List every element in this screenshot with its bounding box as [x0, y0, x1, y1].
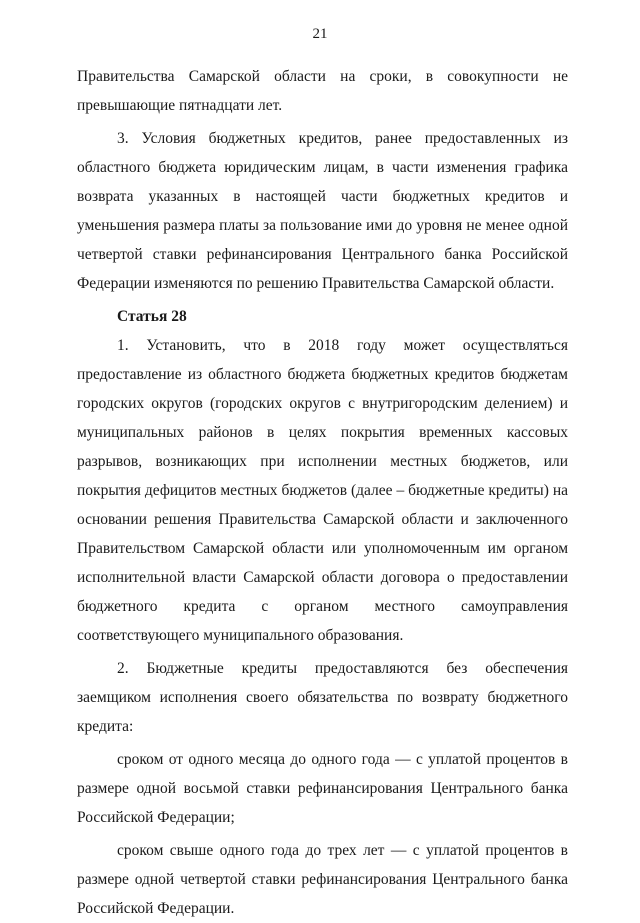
document-body	[77, 62, 568, 923]
page-number: 21	[312, 26, 328, 42]
paragraph-term-long: сроком свыше одного года до трех лет — с уплатой процентов в размере одной четвертой ставки рефинансирования Центрального банка Российской Федерации.	[77, 842, 568, 917]
paragraph-term-short: сроком от одного месяца до одного года — с уплатой процентов в размере одной восьмой ставки рефинансирования Центрального банка Российской Федерации;	[77, 751, 568, 826]
paragraph-item-1: 1. Установить, что в 2018 году может осуществляться предоставление из областного бюджета бюджетных кредитов бюджетам городских округов (городских округов с внутригородским делением) и муниципальных районов в целях покрытия временных кассовых разрывов, возникающих при исполнении местных бюджетов, или покрытия дефицитов местных бюджетов (далее – бюджетные кредиты) на основании решения Правительства Самарской области и заключенного Правительством Самарской области или уполномоченным им органом исполнительной власти Самарской области договора о предоставлении бюджетного кредита с органом местного самоуправления соответствующего муниципального образования.	[77, 337, 568, 644]
paragraph-item-2: 2. Бюджетные кредиты предоставляются без обеспечения заемщиком исполнения своего обязательства по возврату бюджетного кредита:	[77, 660, 568, 735]
paragraph-item-3: 3. Условия бюджетных кредитов, ранее предоставленных из областного бюджета юридическим лицам, в части изменения графика возврата указанных в настоящей части бюджетных кредитов и уменьшения размера платы за пользование ими до уровня не менее одной четвертой ставки рефинансирования Центрального банка Российской Федерации изменяются по решению Правительства Самарской области.	[77, 130, 568, 292]
paragraph-continuation: Правительства Самарской области на сроки, в совокупности не превышающие пятнадцати лет.	[77, 68, 568, 114]
article-title: Статья 28	[117, 308, 187, 325]
